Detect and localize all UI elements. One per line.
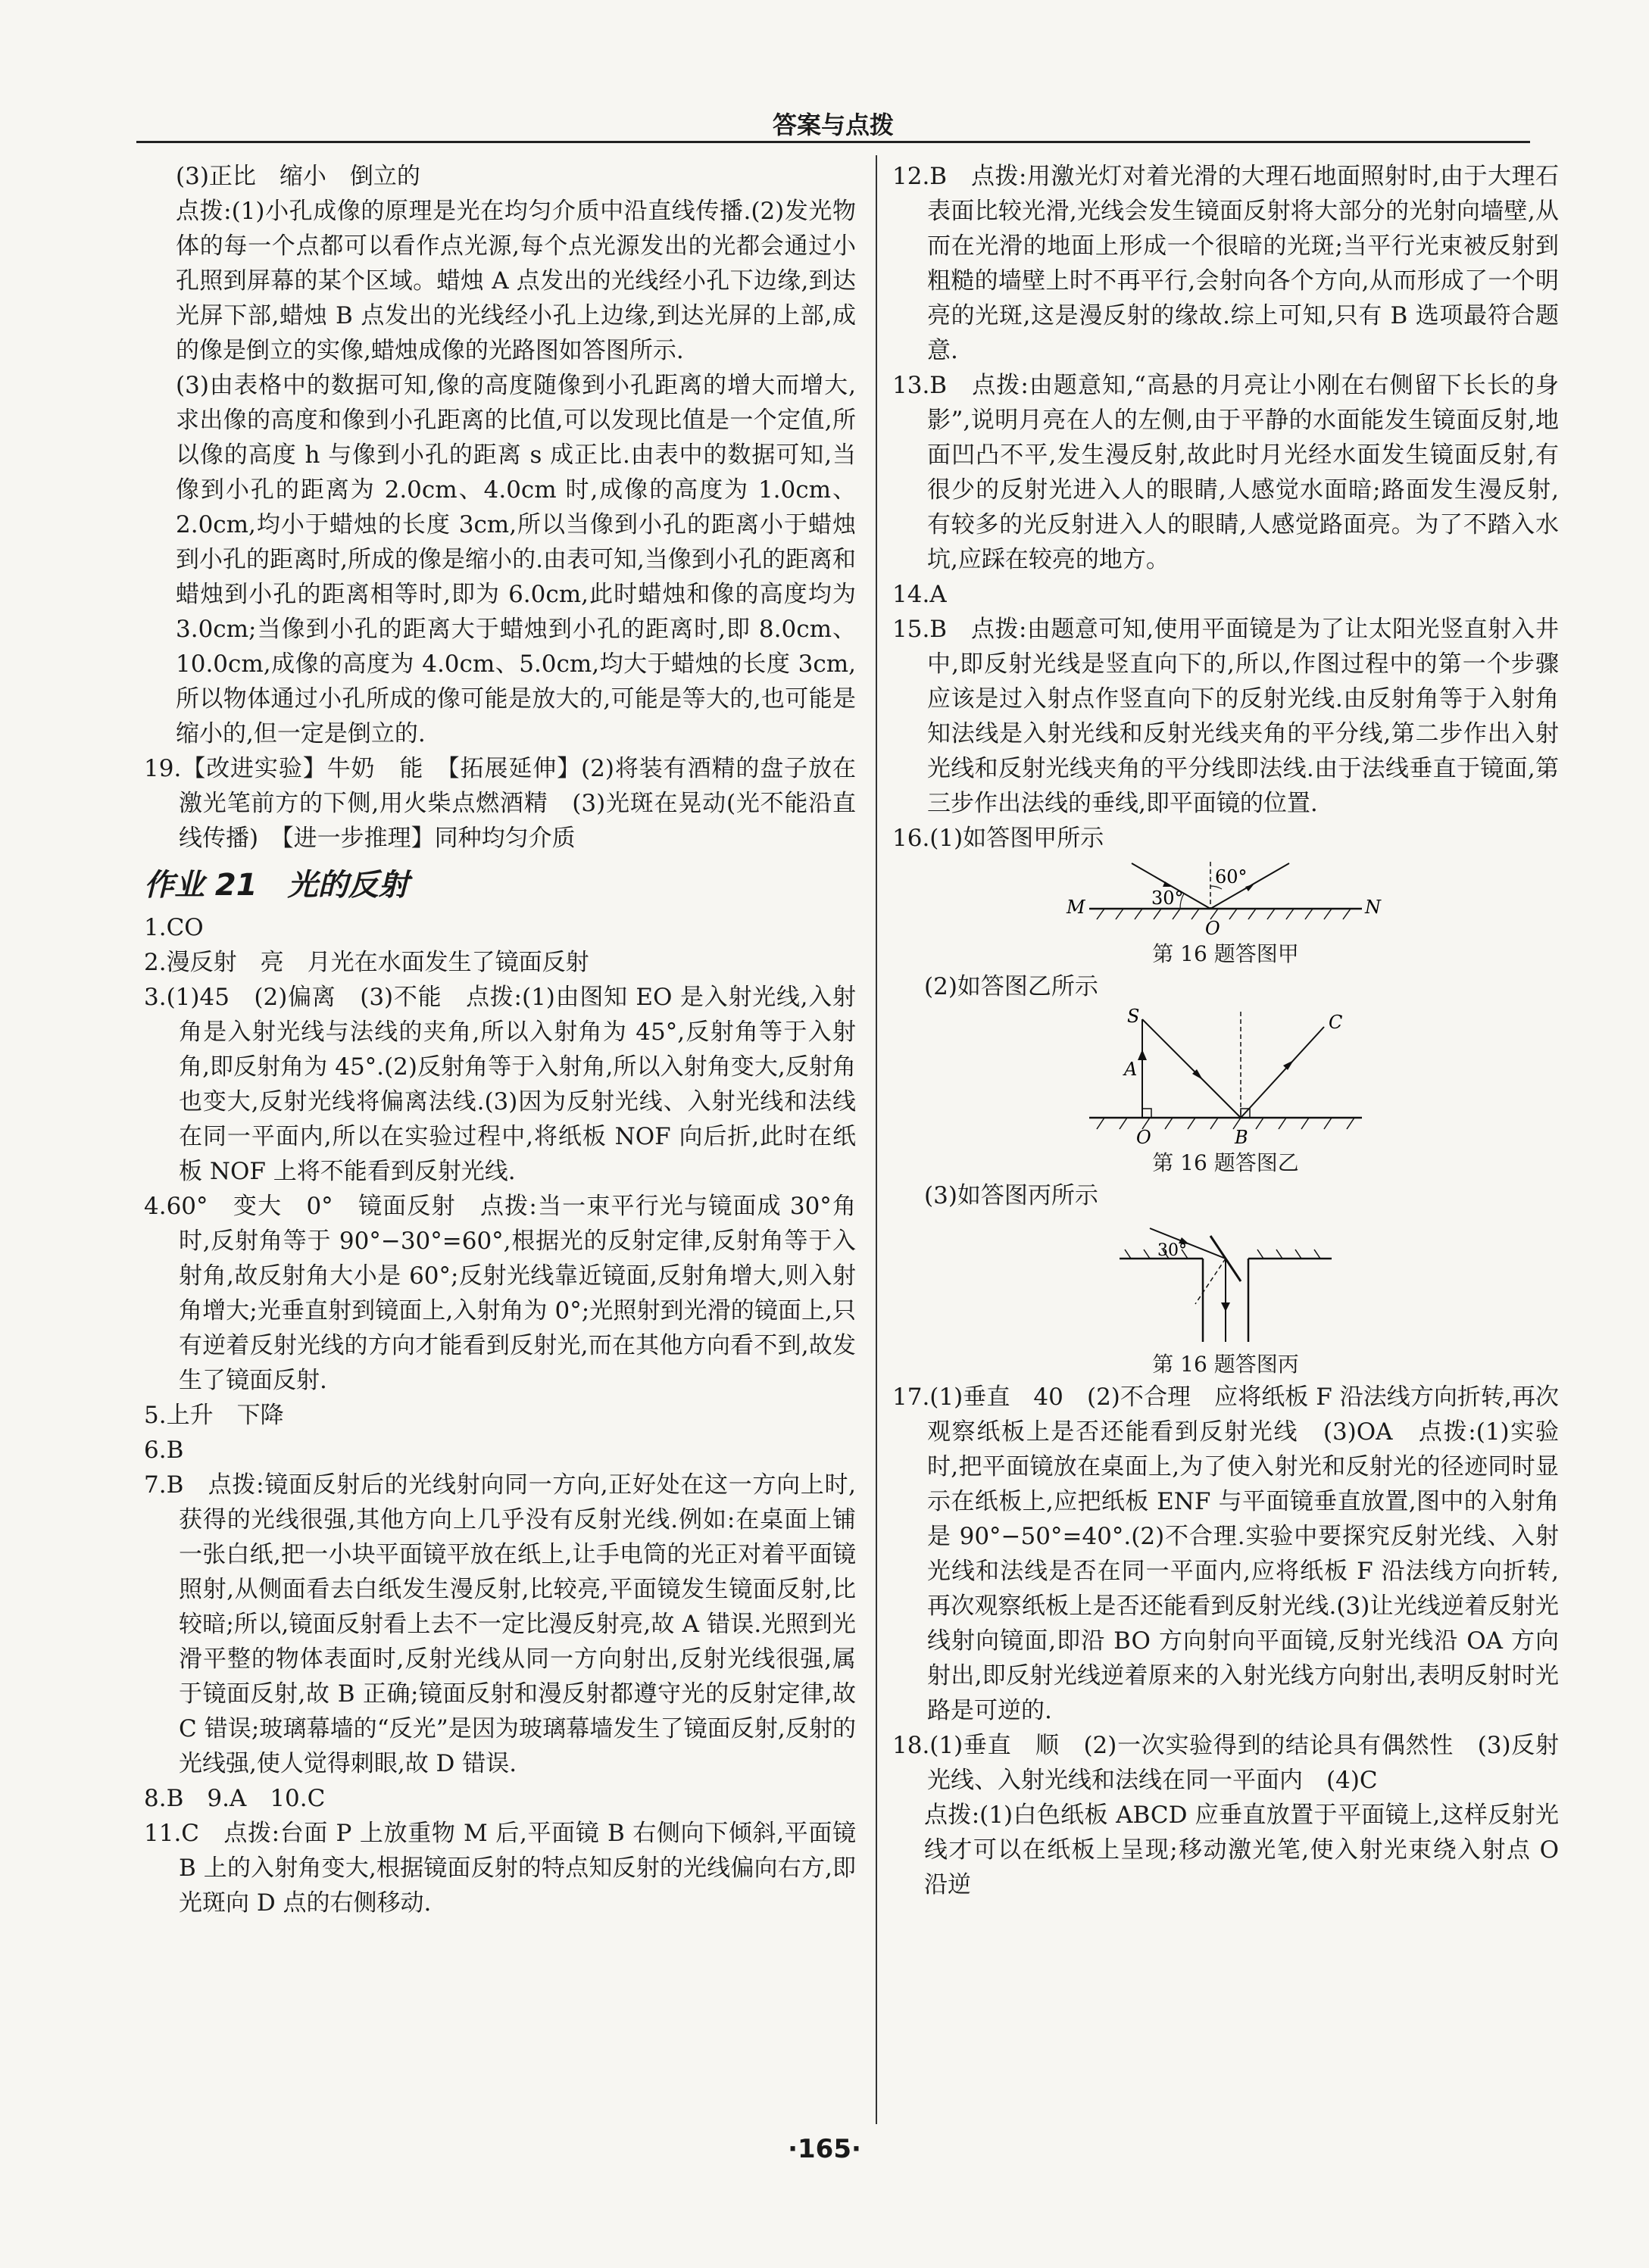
figure-16-bing-diagram <box>1104 1213 1347 1349</box>
column-divider <box>876 155 877 2124</box>
angle-30-label: 30° <box>1151 888 1184 909</box>
figure-16-bing <box>892 1213 1559 1380</box>
answer-12: 12.B 点拨:用激光灯对着光滑的大理石地面照射时,由于大理石表面比较光滑,光线会发生镜面反射将大部分的光射向墙壁,从而在光滑的地面上形成一个很暗的光斑;当平行光束被反射到粗糙的墙壁上时不再平行,会射向各个方向,从而形成了一个明亮的光斑,这是漫反射的缘故.综上可知,只有 B 选项最符合题意. <box>892 163 1559 364</box>
answer-16-2: (2)如答图乙所示 <box>924 973 1098 1000</box>
label-a: A <box>1124 1059 1138 1080</box>
answer-18-tip-3: (3)由表格中的数据可知,像的高度随像到小孔距离的增大而增大,求出像的高度和像到小孔距离的比值,可以发现比值是一个定值,所以像的高度 h 与像到小孔的距离 s 成正比.由表中的数据可知,当像到小孔的距离为 2.0cm、4.0cm 时,成像的高度为 1.0cm、2.0cm,均小于蜡烛的长度 3cm,所以当像到小孔的距离小于蜡烛到小孔的距离时,所成的像是缩小的.由表可知,当像到小孔的距离和蜡烛到小孔的距离相等时,即为 6.0cm,此时蜡烛和像的高度均为 3.0cm;当像到小孔的距离大于蜡烛到小孔的距离时,即 8.0cm、10.0cm,成像的高度为 4.0cm、5.0cm,均大于蜡烛的长度 3cm,所以物体通过小孔所成的像可能是放大的,可能是等大的,也可能是缩小的,但一定是倒立的. <box>176 372 856 747</box>
answer-17: 17.(1)垂直 40 (2)不合理 应将纸板 F 沿法线方向折转,再次观察纸板上是否还能看到反射光线 (3)OA 点拨:(1)实验时,把平面镜放在桌面上,为了使入射光和反射光的径迹同时显示在纸板上,应把纸板 ENF 与平面镜垂直放置,图中的入射角是 90°−50°=40°.(2)不合理.实验中要探究反射光线、入射光线和法线是否在同一平面内,应将纸板 F 沿法线方向折转,再次观察纸板上是否还能看到反射光线.(3)让光线逆着反射光线射向镜面,即沿 BO 方向射向平面镜,反射光线沿 OA 方向射出,即反射光线逆着原来的入射光线方向射出,表明反射时光路是可逆的. <box>892 1384 1559 1724</box>
label-n: N <box>1365 897 1381 918</box>
answer-6: 6.B <box>144 1437 184 1464</box>
right-column <box>892 159 1559 1902</box>
angle-30-label-2: 30° <box>1157 1241 1187 1260</box>
answer-7: 7.B 点拨:镜面反射后的光线射向同一方向,正好处在这一方向上时,获得的光线很强,其他方向上几乎没有反射光线.例如:在桌面上铺一张白纸,把一小块平面镜平放在纸上,让手电筒的光正对着平面镜照射,从侧面看去白纸发生漫反射,比较亮,平面镜发生镜面反射,比较暗;所以,镜面反射看上去不一定比漫反射亮,故 A 错误.光照到光滑平整的物体表面时,反射光线从同一方向射出,反射光线很强,属于镜面反射,故 B 正确;镜面反射和漫反射都遵守光的反射定律,故 C 错误;玻璃幕墙的“反光”是因为玻璃幕墙发生了镜面反射,反射的光线强,使人觉得刺眼,故 D 错误. <box>144 1471 856 1777</box>
left-column <box>144 159 856 1920</box>
label-s: S <box>1127 1006 1140 1027</box>
figure-16-bing-caption: 第 16 题答图丙 <box>1152 1352 1299 1377</box>
figure-16-yi <box>892 1004 1559 1178</box>
header-rule <box>136 141 1530 143</box>
answer-14: 14.A <box>892 581 947 608</box>
figure-16-jia <box>892 856 1559 969</box>
label-o: O <box>1205 918 1220 939</box>
answer-4: 4.60° 变大 0° 镜面反射 点拨:当一束平行光与镜面成 30°角时,反射角等于 90°−30°=60°,根据光的反射定律,反射角等于入射角,故反射角大小是 60°;反射光线靠近镜面,反射角增大,则入射角增大;光垂直射到镜面上,入射角为 0°;光照射到光滑的镜面上,只有逆着反射光线的方向才能看到反射光,而在其他方向看不到,故发生了镜面反射. <box>144 1193 856 1394</box>
answer-1: 1.CO <box>144 914 204 941</box>
answer-13: 13.B 点拨:由题意知,“高悬的月亮让小刚在右侧留下长长的身影”,说明月亮在人的左侧,由于平静的水面能发生镜面反射,地面凹凸不平,发生漫反射,故此时月光经水面发生镜面反射,有很少的反射光进入人的眼睛,人感觉水面暗;路面发生漫反射,有较多的光反射进入人的眼睛,人感觉路面亮。为了不踏入水坑,应踩在较亮的地方。 <box>892 372 1559 573</box>
answer-16-3: (3)如答图丙所示 <box>924 1182 1098 1209</box>
answer-18: 18.(1)垂直 顺 (2)一次实验得到的结论具有偶然性 (3)反射光线、入射光线和法线在同一平面内 (4)C <box>892 1732 1559 1794</box>
section-title: 作业 21 光的反射 <box>144 868 409 903</box>
figure-16-jia-diagram <box>1059 856 1392 939</box>
answer-11: 11.C 点拨:台面 P 上放重物 M 后,平面镜 B 右侧向下倾斜,平面镜 B 上的入射角变大,根据镜面反射的特点知反射的光线偏向右方,即光斑向 D 点的右侧移动. <box>144 1820 856 1917</box>
label-m: M <box>1067 897 1085 918</box>
answer-15: 15.B 点拨:由题意可知,使用平面镜是为了让太阳光竖直射入井中,即反射光线是竖直向下的,所以,作图过程中的第一个步骤应该是过入射点作竖直向下的反射光线.由反射角等于入射角知法线是入射光线和反射光线夹角的平分线,第二步作出入射光线和反射光线夹角的平分线即法线.由于法线垂直于镜面,第三步作出法线的垂线,即平面镜的位置. <box>892 616 1559 817</box>
page-number: ·165· <box>788 2134 861 2164</box>
answer-16-1: 16.(1)如答图甲所示 <box>892 825 1104 852</box>
answer-18-tip-right: 点拨:(1)白色纸板 ABCD 应垂直放置于平面镜上,这样反射光线才可以在纸板上呈现;移动激光笔,使入射光束绕入射点 O 沿逆 <box>924 1802 1559 1898</box>
answer-18-tip: 点拨:(1)小孔成像的原理是光在均匀介质中沿直线传播.(2)发光物体的每一个点都可以看作点光源,每个点光源发出的光都会通过小孔照到屏幕的某个区域。蜡烛 A 点发出的光线经小孔下边缘,到达光屏下部,蜡烛 B 点发出的光线经小孔上边缘,到达光屏的上部,成的像是倒立的实像,蜡烛成像的光路图如答图所示. <box>176 198 856 364</box>
label-o-2: O <box>1136 1127 1151 1148</box>
label-c: C <box>1329 1012 1343 1033</box>
answer-2: 2.漫反射 亮 月光在水面发生了镜面反射 <box>144 949 589 976</box>
figure-16-yi-diagram <box>1082 1004 1369 1148</box>
answer-19: 19.【改进实验】牛奶 能 【拓展延伸】(2)将装有酒精的盘子放在激光笔前方的下侧,用火柴点燃酒精 (3)光斑在晃动(光不能沿直线传播) 【进一步推理】同种均匀介质 <box>144 755 856 852</box>
page-header: 答案与点拨 <box>772 111 894 139</box>
answer-5: 5.上升 下降 <box>144 1402 284 1429</box>
answer-18-3: (3)正比 缩小 倒立的 <box>176 163 420 190</box>
answer-3: 3.(1)45 (2)偏离 (3)不能 点拨:(1)由图知 EO 是入射光线,入射角是入射光线与法线的夹角,所以入射角为 45°,反射角等于入射角,即反射角为 45°.(2)反射角等于入射角,所以入射角变大,反射角也变大,反射光线将偏离法线.(3)因为反射光线、入射光线和法线在同一平面内,所以在实验过程中,将纸板 NOF 向后折,此时在纸板 NOF 上将不能看到反射光线. <box>144 984 856 1185</box>
figure-16-yi-caption: 第 16 题答图乙 <box>1152 1150 1299 1175</box>
label-b: B <box>1235 1127 1248 1148</box>
answer-8-10: 8.B 9.A 10.C <box>144 1785 326 1812</box>
figure-16-jia-caption: 第 16 题答图甲 <box>1152 941 1299 966</box>
angle-60-label: 60° <box>1215 866 1248 888</box>
